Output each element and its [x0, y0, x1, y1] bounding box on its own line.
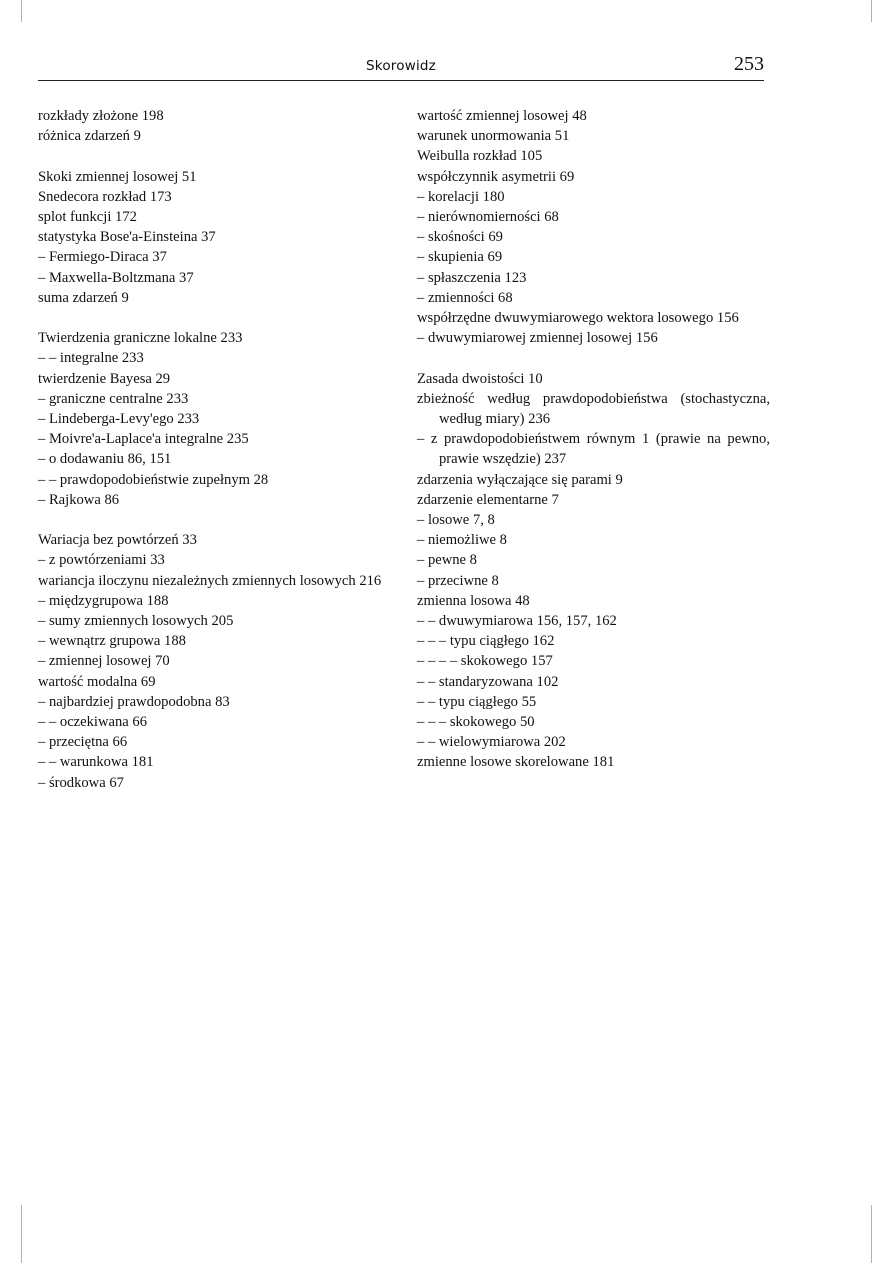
page-header — [38, 53, 764, 81]
index-entry: suma zdarzeń 9 — [38, 289, 129, 306]
index-entry: twierdzenie Bayesa 29 — [38, 370, 171, 387]
index-entry: – – – – skokowego 157 — [417, 653, 553, 670]
index-entry: zdarzenia wyłączające się parami 9 — [417, 471, 623, 488]
index-entry: – – – skokowego 50 — [417, 714, 535, 731]
section-gap — [38, 308, 400, 328]
index-entry: wariancja iloczynu niezależnych zmiennych losowych 216 — [38, 572, 382, 589]
index-entry: – pewne 8 — [417, 552, 477, 569]
index-entry: rozkłady złożone 198 — [38, 108, 164, 124]
index-entry: – losowe 7, 8 — [417, 512, 495, 529]
index-entry: – środkowa 67 — [38, 774, 124, 791]
running-title: Skorowidz — [366, 58, 436, 74]
scan-edge-right-top — [871, 0, 872, 22]
index-entry: Wariacja bez powtórzeń 33 — [38, 532, 197, 549]
index-entry: – Fermiego-Diraca 37 — [38, 249, 167, 266]
index-entry: – zmiennej losowej 70 — [38, 653, 170, 670]
index-entry: – skośności 69 — [417, 229, 503, 246]
index-entry: splot funkcji 172 — [38, 209, 137, 225]
scan-edge-left-bottom — [21, 1205, 22, 1263]
index-entry: – korelacji 180 — [417, 188, 505, 205]
index-entry: – Moivre'a-Laplace'a integralne 235 — [38, 431, 249, 448]
index-column-right — [417, 106, 770, 773]
index-entry: Weibulla rozkład 105 — [417, 148, 543, 165]
index-entry: – sumy zmiennych losowych 205 — [38, 613, 234, 630]
index-entry: różnica zdarzeń 9 — [38, 128, 141, 145]
scan-edge-left-top — [21, 0, 22, 22]
index-entry: – – standaryzowana 102 — [417, 673, 559, 690]
index-entry: – graniczne centralne 233 — [38, 390, 189, 407]
index-entry: – – – typu ciągłego 162 — [417, 633, 555, 650]
index-entry: – z powtórzeniami 33 — [38, 552, 165, 569]
index-entry: – – wielowymiarowa 202 — [417, 734, 566, 751]
section-gap — [38, 510, 400, 530]
index-entry: – zmienności 68 — [417, 289, 513, 306]
section-gap — [38, 146, 400, 166]
index-entry: warunek unormowania 51 — [417, 128, 570, 145]
index-column-left — [38, 106, 400, 793]
scan-edge-right-bottom — [871, 1205, 872, 1263]
index-entry: zmienna losowa 48 — [417, 592, 530, 609]
index-entry: – z prawdopodobieństwem równym 1 (prawie na pewno, prawie wszędzie) 237 — [417, 431, 770, 468]
index-entry: – skupienia 69 — [417, 249, 503, 266]
index-entry: – – integralne 233 — [38, 350, 144, 367]
index-entry: Twierdzenia graniczne lokalne 233 — [38, 330, 243, 347]
index-entry: – – typu ciągłego 55 — [417, 693, 537, 710]
index-entry: – dwuwymiarowej zmiennej losowej 156 — [417, 330, 658, 347]
index-entry: Skoki zmiennej losowej 51 — [38, 168, 197, 185]
index-entry: zbieżność według prawdopodobieństwa (stochastyczna, według miary) 236 — [417, 390, 770, 428]
index-entry: – – prawdopodobieństwie zupełnym 28 — [38, 471, 269, 488]
index-entry: – najbardziej prawdopodobna 83 — [38, 693, 230, 710]
section-gap — [417, 348, 770, 368]
index-entry: – Maxwella-Boltzmana 37 — [38, 269, 194, 286]
index-entry: statystyka Bose'a-Einsteina 37 — [38, 229, 216, 246]
index-entry: Snedecora rozkład 173 — [38, 188, 172, 205]
index-entry: współczynnik asymetrii 69 — [417, 168, 575, 185]
index-entry: zdarzenie elementarne 7 — [417, 491, 559, 508]
index-entry: – o dodawaniu 86, 151 — [38, 451, 172, 468]
index-entry: – międzygrupowa 188 — [38, 592, 169, 609]
index-entry: – – warunkowa 181 — [38, 754, 154, 771]
index-entry: wartość modalna 69 — [38, 673, 156, 690]
index-entry: wartość zmiennej losowej 48 — [417, 108, 587, 124]
index-entry: – przeciętna 66 — [38, 734, 128, 751]
index-entry: – przeciwne 8 — [417, 572, 499, 589]
index-entry: Zasada dwoistości 10 — [417, 370, 543, 387]
index-entry: – – oczekiwana 66 — [38, 714, 148, 731]
index-entry: – Lindeberga-Levy'ego 233 — [38, 411, 200, 428]
index-entry: współrzędne dwuwymiarowego wektora losowego 156 — [417, 310, 739, 327]
index-entry: – spłaszczenia 123 — [417, 269, 527, 286]
index-entry: – nierównomierności 68 — [417, 209, 559, 226]
index-entry: zmienne losowe skorelowane 181 — [417, 754, 615, 771]
index-entry: – Rajkowa 86 — [38, 491, 120, 508]
page-number: 253 — [734, 53, 764, 75]
index-entry: – niemożliwe 8 — [417, 532, 507, 549]
index-entry: – wewnątrz grupowa 188 — [38, 633, 186, 650]
index-entry: – – dwuwymiarowa 156, 157, 162 — [417, 613, 617, 630]
